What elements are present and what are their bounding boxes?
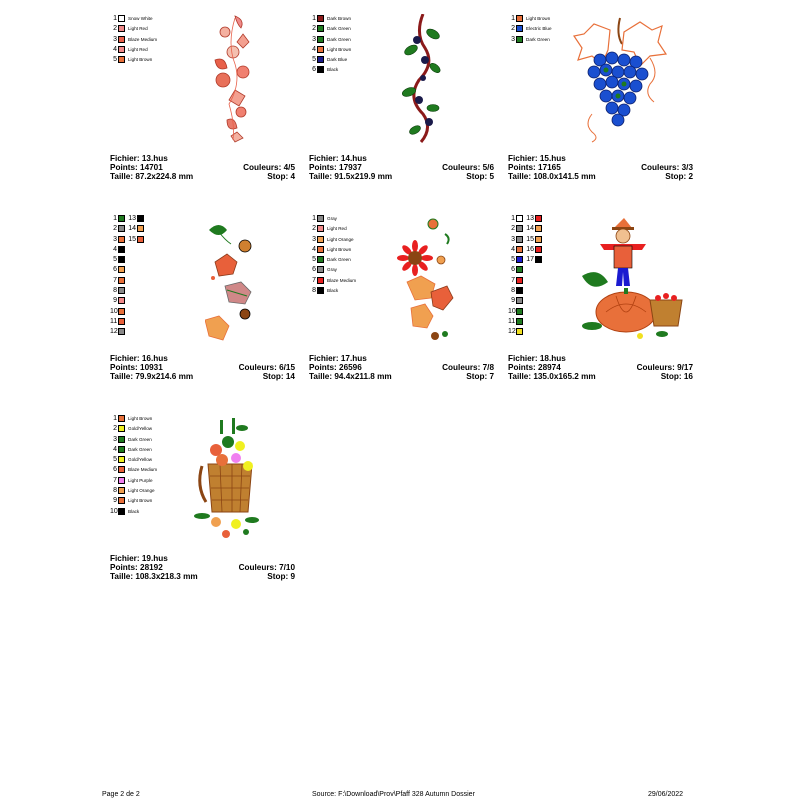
color-name: Dark Green bbox=[128, 436, 152, 442]
color-name: Blaze Medium bbox=[128, 36, 158, 42]
color-name: Black bbox=[128, 508, 140, 514]
swatch-number: 7 bbox=[113, 476, 117, 484]
color-chip bbox=[137, 215, 144, 222]
color-chip bbox=[516, 15, 523, 22]
color-chip bbox=[317, 46, 324, 53]
footer-source-path: Source: F:\Download\Prov\Pfaff 328 Autumn Dossier bbox=[312, 791, 475, 798]
color-chip bbox=[118, 297, 125, 304]
design-card-18 bbox=[508, 214, 693, 394]
swatch-number: 4 bbox=[312, 45, 316, 53]
stop-count: Stop: 5 bbox=[466, 172, 494, 181]
color-chip bbox=[317, 66, 324, 73]
swatch-number: 4 bbox=[113, 45, 117, 53]
file-name: Fichier: 17.hus bbox=[309, 354, 367, 363]
swatch-number: 2 bbox=[312, 25, 316, 33]
color-chip bbox=[317, 215, 324, 222]
color-chip bbox=[317, 25, 324, 32]
color-name: Blaze Medium bbox=[327, 277, 357, 283]
swatch-number: 4 bbox=[113, 245, 117, 253]
color-chip bbox=[118, 318, 125, 325]
swatch-number: 5 bbox=[511, 256, 515, 264]
color-chip bbox=[118, 508, 125, 515]
swatch-number: 16 bbox=[526, 245, 534, 253]
color-chip bbox=[516, 297, 523, 304]
color-chip bbox=[118, 466, 125, 473]
sunflower-oak-leaves-icon bbox=[397, 216, 457, 346]
color-chip bbox=[317, 287, 324, 294]
swatch-number: 14 bbox=[128, 225, 136, 233]
color-name: Light Brown bbox=[128, 498, 153, 504]
grape-cluster-icon bbox=[570, 14, 670, 144]
design-card-14 bbox=[309, 14, 494, 194]
color-name: Light Orange bbox=[128, 488, 155, 494]
color-chip bbox=[118, 236, 125, 243]
swatch-number: 2 bbox=[113, 425, 117, 433]
color-chip bbox=[516, 236, 523, 243]
color-chip bbox=[317, 256, 324, 263]
swatch-number: 6 bbox=[312, 266, 316, 274]
swatch-number: 11 bbox=[110, 317, 118, 325]
color-chip bbox=[516, 225, 523, 232]
color-chip bbox=[137, 225, 144, 232]
color-name: Light Red bbox=[128, 26, 148, 32]
color-name: Electric Blue bbox=[526, 26, 552, 32]
swatch-number: 9 bbox=[511, 297, 515, 305]
points-count: Points: 17937 bbox=[309, 163, 362, 172]
color-name: Gray bbox=[327, 267, 337, 273]
swatch-number: 15 bbox=[526, 235, 534, 243]
points-count: Points: 17165 bbox=[508, 163, 561, 172]
color-chip bbox=[118, 487, 125, 494]
file-name: Fichier: 18.hus bbox=[508, 354, 566, 363]
colors-count: Couleurs: 7/8 bbox=[442, 363, 494, 372]
color-chip bbox=[118, 308, 125, 315]
color-chip bbox=[317, 236, 324, 243]
color-chip bbox=[516, 215, 523, 222]
swatch-number: 3 bbox=[113, 235, 117, 243]
color-name: Dark Green bbox=[327, 26, 351, 32]
color-chip bbox=[118, 25, 125, 32]
color-name: Light Brown bbox=[327, 246, 352, 252]
swatch-number: 1 bbox=[511, 15, 515, 22]
design-card-13 bbox=[110, 14, 295, 194]
color-chip bbox=[535, 246, 542, 253]
design-card-15 bbox=[508, 14, 693, 194]
design-size: Taille: 108.0x141.5 mm bbox=[508, 172, 596, 181]
swatch-number: 7 bbox=[113, 276, 117, 284]
swatch-number: 13 bbox=[526, 215, 534, 222]
swatch-number: 9 bbox=[113, 497, 117, 505]
footer-date: 29/06/2022 bbox=[648, 791, 684, 798]
swatch-number: 1 bbox=[113, 415, 117, 422]
points-count: Points: 28192 bbox=[110, 563, 163, 572]
swatch-number: 8 bbox=[113, 287, 117, 295]
color-name: Light Brown bbox=[526, 16, 551, 21]
harvest-basket-icon bbox=[192, 416, 262, 546]
swatch-number: 1 bbox=[312, 15, 316, 22]
stop-count: Stop: 7 bbox=[466, 372, 494, 381]
file-name: Fichier: 19.hus bbox=[110, 554, 168, 563]
color-chip bbox=[118, 456, 125, 463]
color-chip bbox=[317, 225, 324, 232]
swatch-number: 3 bbox=[113, 35, 117, 43]
color-chip bbox=[535, 215, 542, 222]
color-chip bbox=[516, 277, 523, 284]
color-chip bbox=[535, 236, 542, 243]
swatch-number: 7 bbox=[511, 276, 515, 284]
color-chip bbox=[516, 256, 523, 263]
swatch-number: 10 bbox=[110, 307, 118, 315]
color-chip bbox=[118, 246, 125, 253]
swatch-number: 5 bbox=[312, 56, 316, 64]
swatch-number: 1 bbox=[511, 215, 515, 222]
color-chip bbox=[516, 318, 523, 325]
swatch-number: 3 bbox=[113, 435, 117, 443]
swatch-number: 1 bbox=[312, 215, 316, 222]
scarecrow-pumpkin-icon bbox=[578, 216, 686, 344]
color-chip bbox=[317, 15, 324, 22]
design-size: Taille: 79.9x214.6 mm bbox=[110, 372, 194, 381]
swatch-number: 5 bbox=[113, 56, 117, 64]
color-name: Gold/Yellow bbox=[128, 457, 153, 463]
color-chip bbox=[317, 277, 324, 284]
color-chip bbox=[118, 56, 125, 63]
color-chip bbox=[118, 415, 125, 422]
swatch-number: 10 bbox=[110, 507, 118, 515]
swatch-number: 14 bbox=[526, 225, 534, 233]
swatch-number: 3 bbox=[312, 35, 316, 43]
swatch-number: 5 bbox=[312, 256, 316, 264]
points-count: Points: 10931 bbox=[110, 363, 163, 372]
swatch-number: 6 bbox=[511, 266, 515, 274]
points-count: Points: 14701 bbox=[110, 163, 163, 172]
color-chip bbox=[516, 328, 523, 335]
design-card-17 bbox=[309, 214, 494, 394]
color-chip bbox=[118, 477, 125, 484]
design-size: Taille: 94.4x211.8 mm bbox=[309, 372, 392, 381]
color-chip bbox=[118, 446, 125, 453]
swatch-number: 2 bbox=[113, 225, 117, 233]
color-name: Light Brown bbox=[327, 46, 352, 52]
swatch-number: 11 bbox=[508, 317, 516, 325]
colors-count: Couleurs: 4/5 bbox=[243, 163, 295, 172]
swatch-number: 8 bbox=[113, 487, 117, 495]
file-name: Fichier: 15.hus bbox=[508, 154, 566, 163]
color-chip bbox=[317, 56, 324, 63]
color-chip bbox=[535, 256, 542, 263]
file-name: Fichier: 14.hus bbox=[309, 154, 367, 163]
swatch-number: 17 bbox=[526, 256, 534, 264]
swatch-number: 1 bbox=[113, 215, 117, 222]
swatch-number: 6 bbox=[312, 66, 316, 74]
swatch-number: 2 bbox=[113, 25, 117, 33]
color-name: Black bbox=[327, 67, 339, 73]
color-name: Blaze Medium bbox=[128, 467, 158, 473]
color-name: Light Purple bbox=[128, 477, 153, 483]
colors-count: Couleurs: 3/3 bbox=[641, 163, 693, 172]
swatch-number: 4 bbox=[511, 245, 515, 253]
design-size: Taille: 135.0x165.2 mm bbox=[508, 372, 596, 381]
design-size: Taille: 87.2x224.8 mm bbox=[110, 172, 194, 181]
color-chip bbox=[516, 308, 523, 315]
color-chip bbox=[535, 225, 542, 232]
color-chip bbox=[516, 246, 523, 253]
color-name: Gray bbox=[327, 216, 337, 221]
color-name: Dark Green bbox=[526, 36, 550, 42]
color-chip bbox=[516, 266, 523, 273]
swatch-number: 3 bbox=[312, 235, 316, 243]
color-name: Dark Green bbox=[128, 446, 152, 452]
color-chip bbox=[516, 36, 523, 43]
color-chip bbox=[118, 36, 125, 43]
color-name: Dark Blue bbox=[327, 57, 348, 63]
stop-count: Stop: 4 bbox=[267, 172, 295, 181]
color-chip bbox=[118, 425, 125, 432]
swatch-number: 6 bbox=[113, 266, 117, 274]
swatch-number: 4 bbox=[113, 445, 117, 453]
color-chip bbox=[118, 287, 125, 294]
design-card-19 bbox=[110, 414, 295, 594]
swatch-number: 5 bbox=[113, 456, 117, 464]
swatch-number: 2 bbox=[312, 225, 316, 233]
color-chip bbox=[118, 328, 125, 335]
swatch-number: 2 bbox=[511, 25, 515, 33]
color-name: Gold/Yellow bbox=[128, 426, 153, 432]
stop-count: Stop: 14 bbox=[262, 372, 295, 381]
color-chip bbox=[137, 236, 144, 243]
swatch-number: 2 bbox=[511, 225, 515, 233]
swatch-number: 8 bbox=[312, 287, 316, 295]
color-chip bbox=[516, 25, 523, 32]
swatch-number: 12 bbox=[110, 328, 118, 336]
stop-count: Stop: 9 bbox=[267, 572, 295, 581]
color-chip bbox=[118, 497, 125, 504]
color-chip bbox=[118, 436, 125, 443]
swatch-number: 3 bbox=[511, 235, 515, 243]
color-name: Dark Green bbox=[327, 36, 351, 42]
color-chip bbox=[118, 15, 125, 22]
color-chip bbox=[317, 36, 324, 43]
color-chip bbox=[516, 287, 523, 294]
colors-count: Couleurs: 6/15 bbox=[238, 363, 295, 372]
grapevine-leaves-icon bbox=[205, 14, 265, 144]
color-chip bbox=[118, 256, 125, 263]
color-chip bbox=[317, 266, 324, 273]
swatch-number: 15 bbox=[128, 235, 136, 243]
color-name: Light Red bbox=[128, 46, 148, 52]
swatch-number: 3 bbox=[511, 35, 515, 43]
points-count: Points: 28974 bbox=[508, 363, 561, 372]
swatch-number: 8 bbox=[511, 287, 515, 295]
color-name: Black bbox=[327, 288, 339, 294]
color-chip bbox=[118, 215, 125, 222]
file-name: Fichier: 16.hus bbox=[110, 354, 168, 363]
colors-count: Couleurs: 5/6 bbox=[442, 163, 494, 172]
color-chip bbox=[118, 266, 125, 273]
swatch-number: 4 bbox=[312, 245, 316, 253]
stop-count: Stop: 2 bbox=[665, 172, 693, 181]
color-name: Dark Green bbox=[327, 257, 351, 263]
color-name: Snow White bbox=[128, 16, 153, 21]
autumn-leaves-icon bbox=[205, 216, 265, 346]
swatch-number: 6 bbox=[113, 466, 117, 474]
colors-count: Couleurs: 7/10 bbox=[238, 563, 295, 572]
design-size: Taille: 108.3x218.3 mm bbox=[110, 572, 198, 581]
color-chip bbox=[118, 225, 125, 232]
design-card-16 bbox=[110, 214, 295, 394]
swatch-number: 5 bbox=[113, 256, 117, 264]
color-chip bbox=[118, 277, 125, 284]
color-name: Light Brown bbox=[128, 416, 153, 421]
file-name: Fichier: 13.hus bbox=[110, 154, 168, 163]
footer-page-number: Page 2 de 2 bbox=[102, 791, 140, 798]
colors-count: Couleurs: 9/17 bbox=[636, 363, 693, 372]
color-name: Light Brown bbox=[128, 57, 153, 63]
stop-count: Stop: 16 bbox=[660, 372, 693, 381]
color-chip bbox=[118, 46, 125, 53]
swatch-number: 12 bbox=[508, 328, 516, 336]
design-size: Taille: 91.5x219.9 mm bbox=[309, 172, 393, 181]
points-count: Points: 26596 bbox=[309, 363, 362, 372]
color-name: Light Red bbox=[327, 226, 347, 232]
color-chip bbox=[317, 246, 324, 253]
blackberry-vine-icon bbox=[397, 14, 447, 144]
swatch-number: 7 bbox=[312, 276, 316, 284]
swatch-number: 13 bbox=[128, 215, 136, 222]
swatch-number: 10 bbox=[508, 307, 516, 315]
swatch-number: 9 bbox=[113, 297, 117, 305]
color-name: Light Orange bbox=[327, 236, 354, 242]
swatch-number: 1 bbox=[113, 15, 117, 22]
color-name: Dark Brown bbox=[327, 16, 351, 21]
